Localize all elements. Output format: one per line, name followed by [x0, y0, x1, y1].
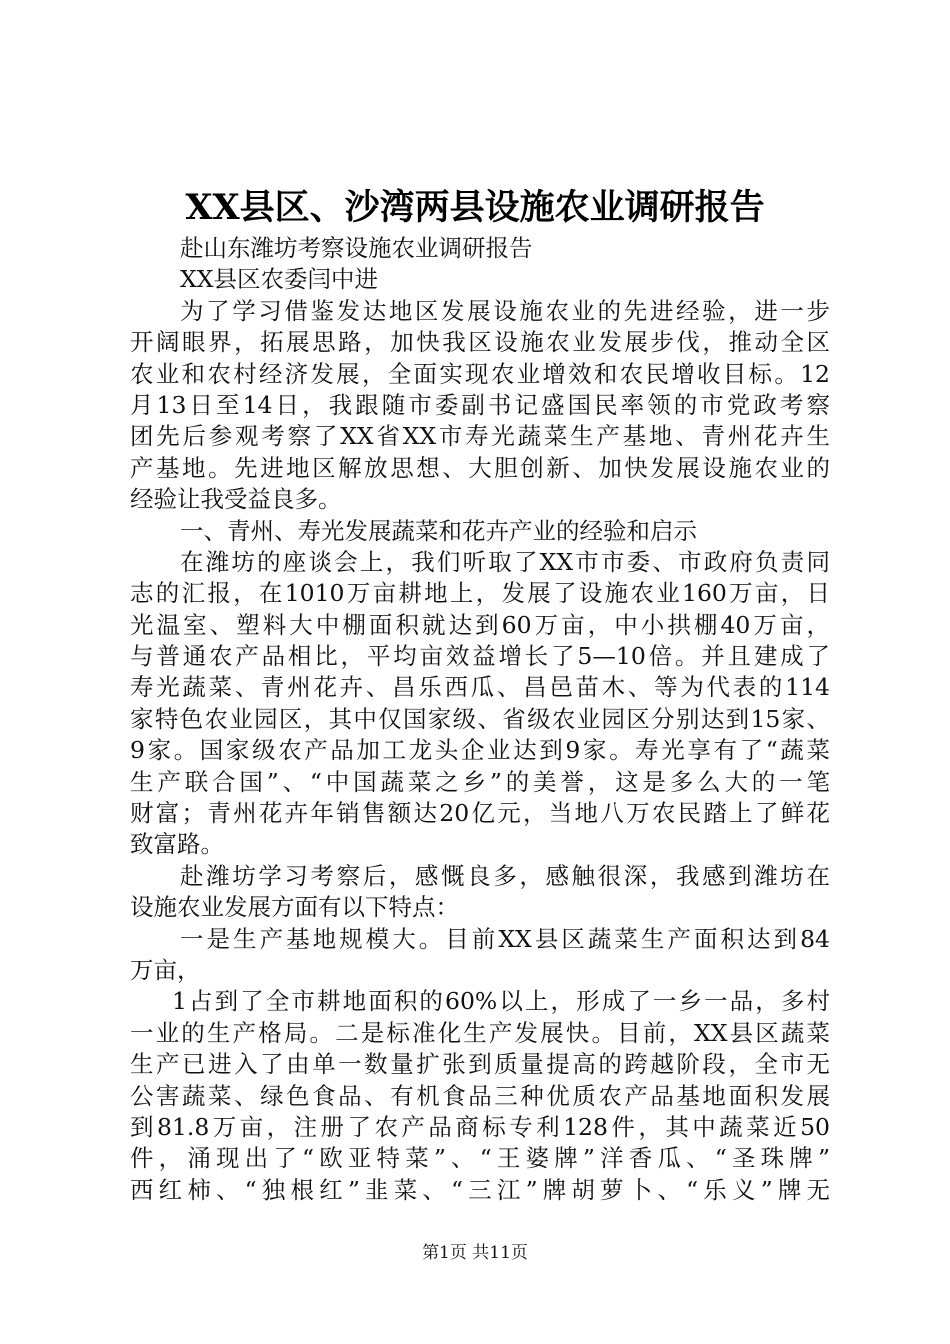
text-line: 万亩，: [130, 955, 201, 984]
text-line: 件，涌现出了“欧亚特菜”、“王婆牌”洋香瓜、“圣珠牌”: [130, 1144, 830, 1173]
text-line: 赴山东潍坊考察设施农业调研报告: [180, 234, 533, 262]
text-line: 家特色农业园区，其中仅国家级、省级农业园区分别达到15家、: [130, 704, 830, 733]
text-line: 一、青州、寿光发展蔬菜和花卉产业的经验和启示: [180, 516, 697, 545]
text-line: 设施农业发展方面有以下特点：: [130, 893, 459, 922]
page-indicator: 第1页 共11页: [422, 1243, 528, 1263]
document-body: [130, 233, 830, 1206]
text-line: 经验让我受益良多。: [130, 485, 342, 514]
text-line: 光温室、塑料大中棚面积就达到60万亩，中小拱棚40万亩，: [130, 610, 830, 639]
text-line: 西红柿、“独根红”韭菜、“三江”牌胡萝卜、“乐义”牌无: [130, 1175, 830, 1204]
text-line: 与普通农产品相比，平均亩效益增长了5—10倍。并且建成了: [130, 642, 830, 671]
text-line: 团先后参观考察了XX省XX市寿光蔬菜生产基地、青州花卉生: [130, 422, 830, 451]
text-line: 农业和农村经济发展，全面实现农业增效和农民增收目标。12: [130, 359, 830, 388]
document-title: XX县区、沙湾两县设施农业调研报告: [185, 187, 765, 228]
text-line: 赴潍坊学习考察后，感慨良多，感触很深，我感到潍坊在: [180, 861, 830, 890]
text-line: 生产联合国”、“中国蔬菜之乡”的美誉，这是多么大的一笔: [130, 767, 830, 796]
text-line: 产基地。先进地区解放思想、大胆创新、加快发展设施农业的: [130, 453, 830, 482]
text-line: 9家。国家级农产品加工龙头企业达到9家。寿光享有了“蔬菜: [130, 736, 830, 765]
text-line: 一业的生产格局。二是标准化生产发展快。目前，XX县区蔬菜: [130, 1018, 830, 1047]
text-line: 致富路。: [130, 830, 224, 859]
text-line: 公害蔬菜、绿色食品、有机食品三种优质农产品基地面积发展: [130, 1081, 830, 1110]
text-line: XX县区农委闫中进: [180, 265, 378, 294]
text-line: 财富；青州花卉年销售额达20亿元，当地八万农民踏上了鲜花: [130, 799, 830, 828]
text-line: 1占到了全市耕地面积的60%以上，形成了一乡一品，多村: [172, 987, 830, 1016]
text-line: 在潍坊的座谈会上，我们听取了XX市市委、市政府负责同: [180, 547, 830, 576]
text-line: 生产已进入了由单一数量扩张到质量提高的跨越阶段，全市无: [130, 1050, 830, 1079]
text-line: 到81.8万亩，注册了农产品商标专利128件，其中蔬菜近50: [130, 1112, 830, 1141]
text-line: 为了学习借鉴发达地区发展设施农业的先进经验，进一步: [180, 296, 830, 325]
text-line: 月13日至14日，我跟随市委副书记盛国民率领的市党政考察: [130, 390, 830, 419]
text-line: 志的汇报，在1010万亩耕地上，发展了设施农业160万亩，日: [130, 579, 830, 608]
text-line: 一是生产基地规模大。目前XX县区蔬菜生产面积达到84: [180, 924, 830, 953]
text-line: 寿光蔬菜、青州花卉、昌乐西瓜、昌邑苗木、等为代表的114: [130, 673, 830, 702]
text-line: 开阔眼界，拓展思路，加快我区设施农业发展步伐，推动全区: [130, 328, 830, 357]
